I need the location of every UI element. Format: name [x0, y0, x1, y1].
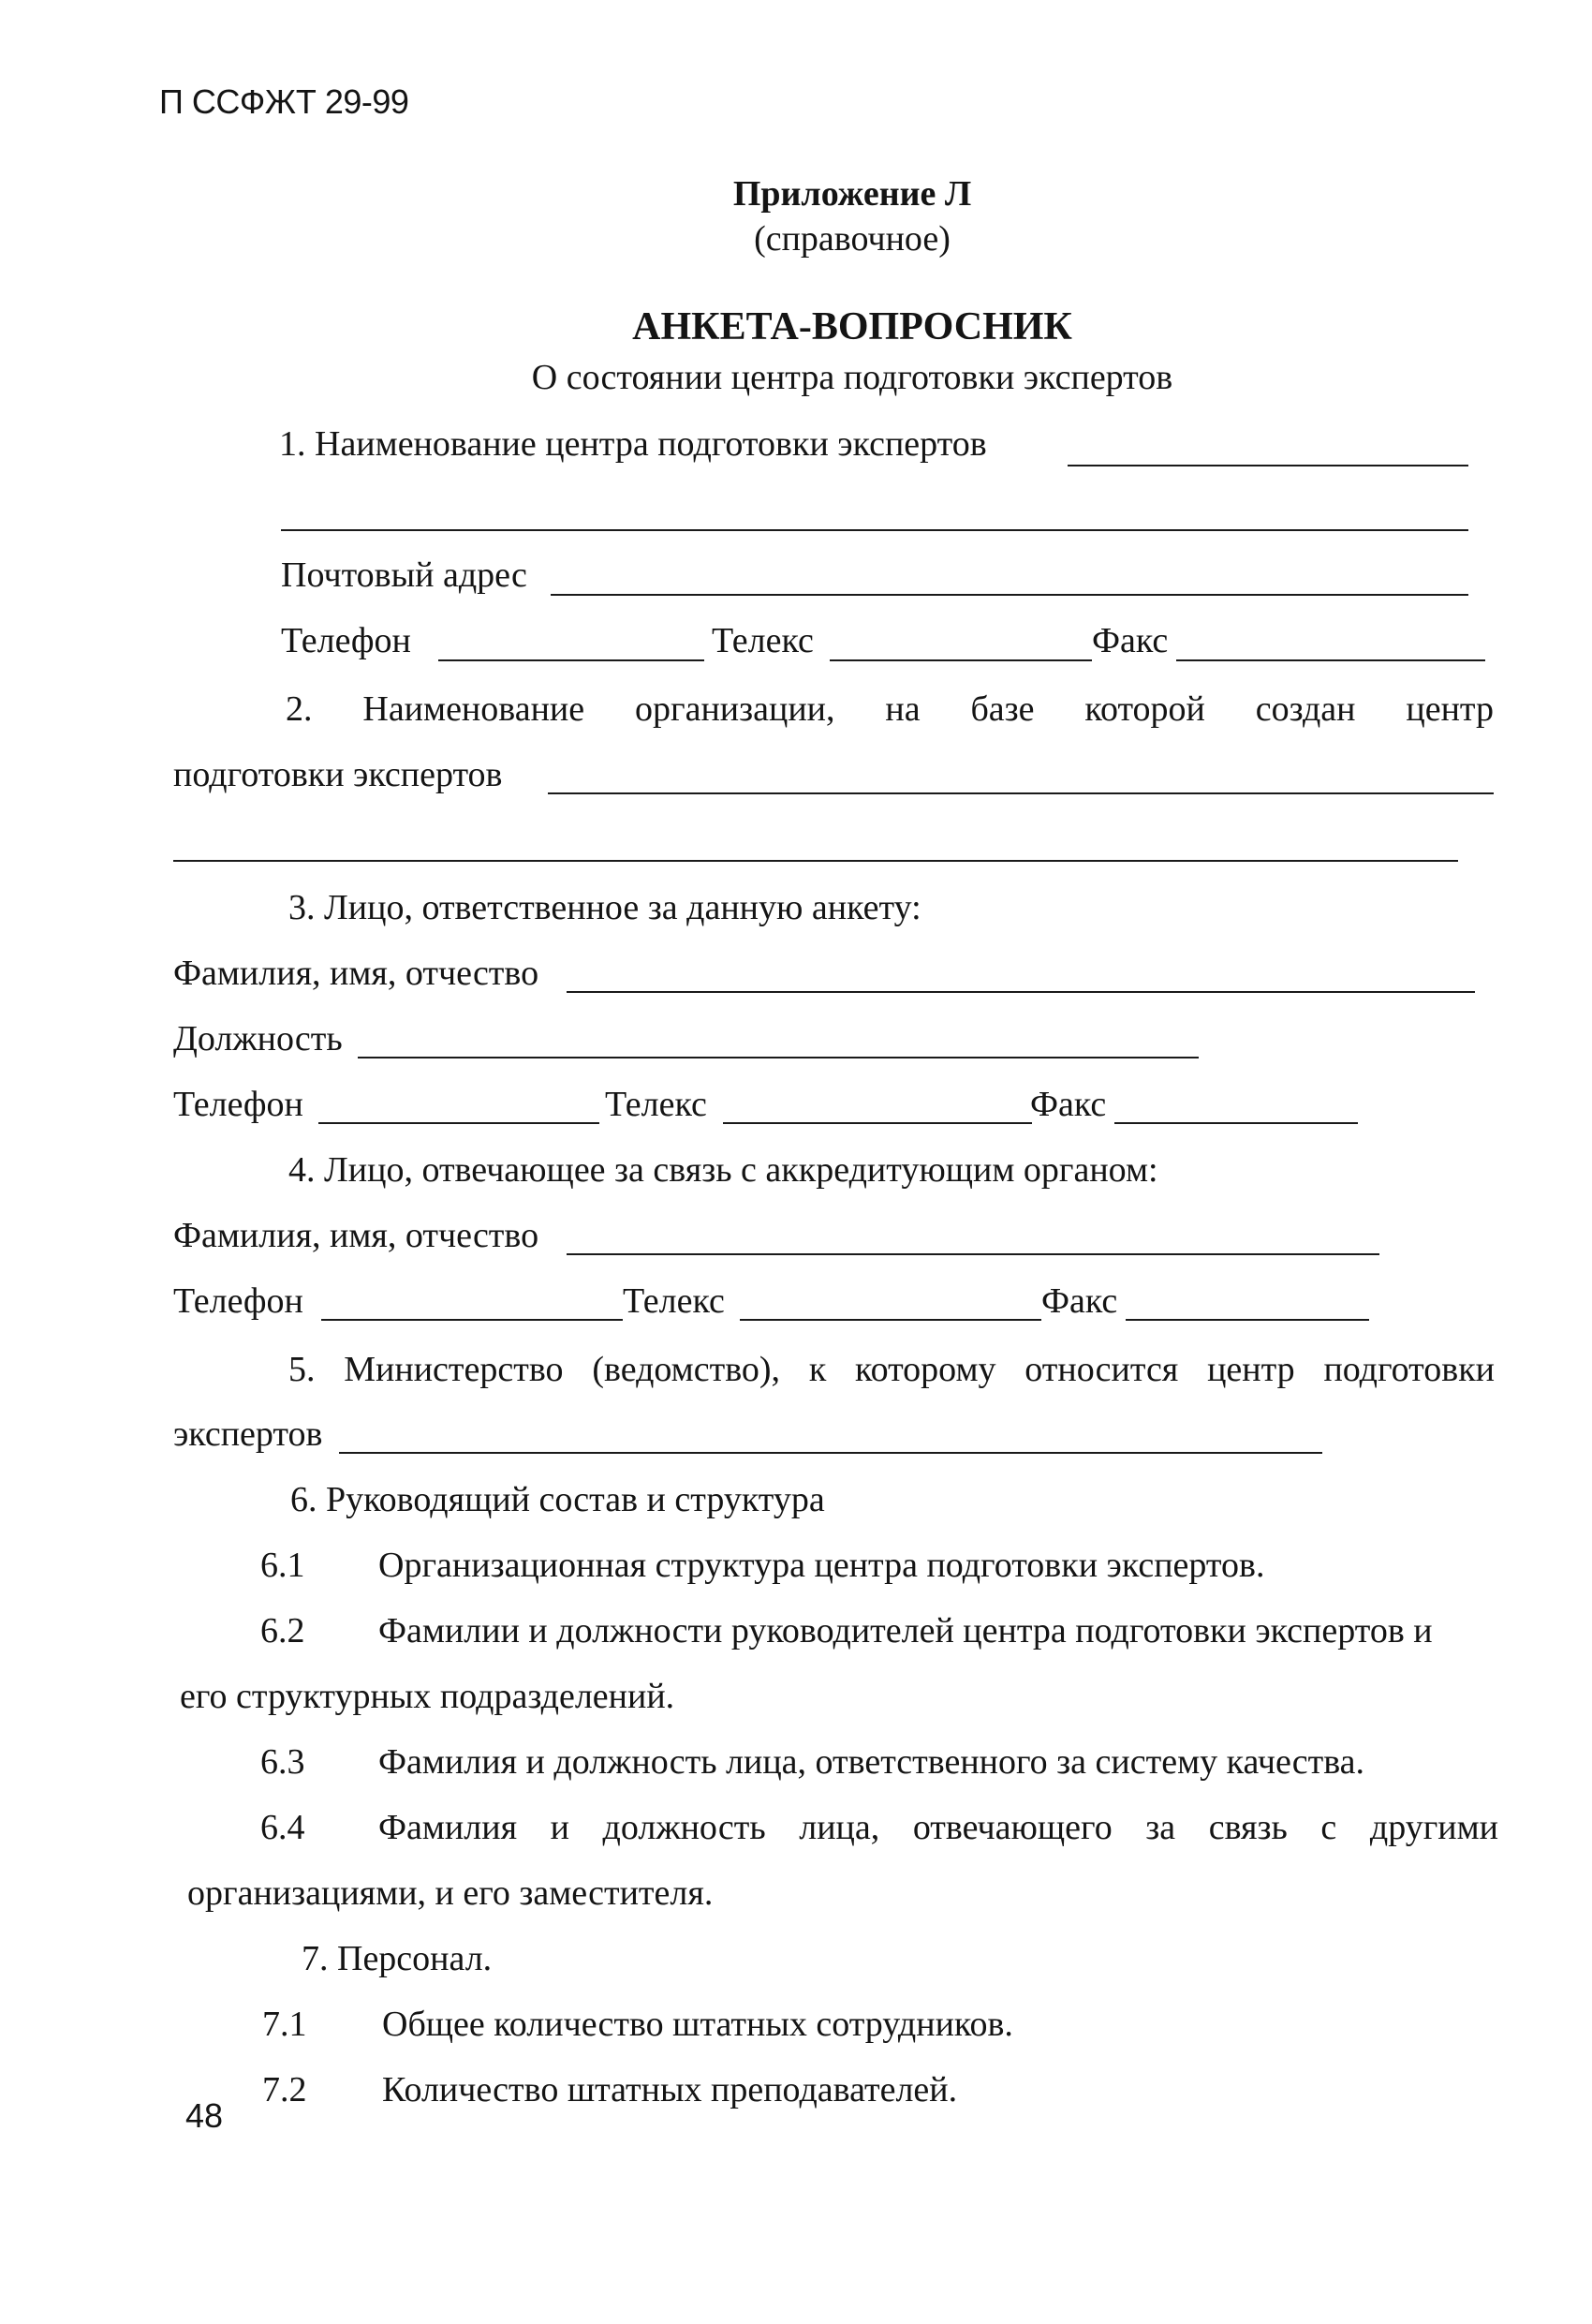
s4-fax-field[interactable]	[1126, 1319, 1369, 1321]
s3-telex-label: Телекс	[605, 1085, 707, 1124]
section-4-label: 4. Лицо, отвечающее за связь с аккредитующим органом:	[288, 1150, 1158, 1190]
item-6-4-word: отвечающего	[912, 1808, 1113, 1847]
section-2-word: организации,	[635, 689, 835, 729]
center-name-field-line2[interactable]	[281, 529, 1468, 531]
item-6-4-number: 6.4	[260, 1808, 305, 1847]
section-2-word: базе	[970, 689, 1035, 729]
item-6-3-text: Фамилия и должность лица, ответственного за систему качества.	[378, 1742, 1365, 1782]
s3-telex-field[interactable]	[723, 1122, 1032, 1124]
item-6-3-number: 6.3	[260, 1742, 305, 1782]
form-title: АНКЕТА-ВОПРОСНИК	[632, 305, 1072, 348]
section-5-word: относится	[1024, 1350, 1179, 1389]
postal-address-field[interactable]	[551, 594, 1468, 596]
section-2-word: Наименование	[362, 689, 585, 729]
section-2-word: 2.	[286, 689, 313, 729]
item-6-4-text	[378, 1810, 1498, 1845]
section-2-label	[286, 691, 1494, 727]
s4-telex-label: Телекс	[623, 1281, 725, 1321]
base-organization-field-line2[interactable]	[173, 860, 1458, 862]
s1-fax-label: Факс	[1092, 621, 1169, 660]
s4-fio-field[interactable]	[567, 1253, 1379, 1255]
section-5-word: 5.	[288, 1350, 316, 1389]
s3-position-field[interactable]	[358, 1057, 1199, 1058]
section-2-word: которой	[1084, 689, 1205, 729]
item-6-4-word: другими	[1369, 1808, 1498, 1847]
item-6-4-continuation: организациями, и его заместителя.	[187, 1873, 714, 1913]
item-6-1-text: Организационная структура центра подготовки экспертов.	[378, 1546, 1265, 1585]
s3-fio-label: Фамилия, имя, отчество	[173, 954, 539, 993]
base-organization-field[interactable]	[548, 792, 1494, 794]
section-5-word: Министерство	[344, 1350, 564, 1389]
section-5-word: центр	[1207, 1350, 1295, 1389]
ministry-field[interactable]	[339, 1452, 1322, 1454]
section-7-label: 7. Персонал.	[302, 1939, 493, 1978]
center-name-field[interactable]	[1068, 465, 1468, 466]
item-6-1-number: 6.1	[260, 1546, 305, 1585]
appendix-title: Приложение Л	[732, 174, 972, 214]
item-6-4-word: с	[1320, 1808, 1337, 1847]
s4-phone-label: Телефон	[173, 1281, 303, 1321]
s3-phone-field[interactable]	[318, 1122, 599, 1124]
section-5-continuation: экспертов	[173, 1414, 323, 1454]
document-code: П ССФЖТ 29-99	[159, 82, 409, 121]
postal-address-label: Почтовый адрес	[281, 555, 527, 595]
section-2-continuation: подготовки экспертов	[173, 755, 503, 794]
item-7-1-text: Общее количество штатных сотрудников.	[382, 2005, 1013, 2044]
item-6-2-text: Фамилии и должности руководителей центра подготовки экспертов и	[378, 1611, 1433, 1650]
page-number: 48	[185, 2096, 224, 2135]
item-6-4-word: должность	[602, 1808, 766, 1847]
s1-phone-label: Телефон	[281, 621, 411, 660]
section-5-word: подготовки	[1323, 1350, 1495, 1389]
item-6-4-word: и	[550, 1808, 569, 1847]
s3-fax-label: Факс	[1030, 1085, 1107, 1124]
item-6-4-word: Фамилия	[378, 1808, 518, 1847]
s4-telex-field[interactable]	[740, 1319, 1041, 1321]
s3-fax-field[interactable]	[1114, 1122, 1358, 1124]
section-6-label: 6. Руководящий состав и структура	[290, 1480, 825, 1519]
item-6-2-continuation: его структурных подразделений.	[180, 1677, 675, 1716]
s4-fio-label: Фамилия, имя, отчество	[173, 1216, 539, 1255]
item-6-4-word: связь	[1208, 1808, 1288, 1847]
item-6-4-word: за	[1145, 1808, 1176, 1847]
s3-position-label: Должность	[173, 1019, 343, 1058]
section-5-label	[288, 1352, 1495, 1387]
item-6-2-number: 6.2	[260, 1611, 305, 1650]
form-subtitle: О состоянии центра подготовки экспертов	[531, 358, 1173, 397]
s4-fax-label: Факс	[1041, 1281, 1118, 1321]
section-2-word: на	[885, 689, 921, 729]
item-7-2-text: Количество штатных преподавателей.	[382, 2070, 958, 2109]
section-2-word: создан	[1255, 689, 1356, 729]
section-1-label: 1. Наименование центра подготовки экспертов	[279, 424, 987, 464]
appendix-subtitle: (справочное)	[754, 219, 951, 259]
section-5-word: которому	[855, 1350, 996, 1389]
s3-fio-field[interactable]	[567, 991, 1475, 993]
section-5-word: к	[808, 1350, 827, 1389]
section-2-word: центр	[1406, 689, 1494, 729]
s3-phone-label: Телефон	[173, 1085, 303, 1124]
item-7-2-number: 7.2	[262, 2070, 307, 2109]
s4-phone-field[interactable]	[321, 1319, 623, 1321]
s1-phone-field[interactable]	[438, 659, 704, 661]
item-7-1-number: 7.1	[262, 2005, 307, 2044]
s1-telex-label: Телекс	[712, 621, 814, 660]
item-6-4-word: лица,	[799, 1808, 880, 1847]
s1-telex-field[interactable]	[830, 659, 1092, 661]
section-5-word: (ведомство),	[592, 1350, 781, 1389]
s1-fax-field[interactable]	[1176, 659, 1485, 661]
section-3-label: 3. Лицо, ответственное за данную анкету:	[288, 888, 921, 927]
